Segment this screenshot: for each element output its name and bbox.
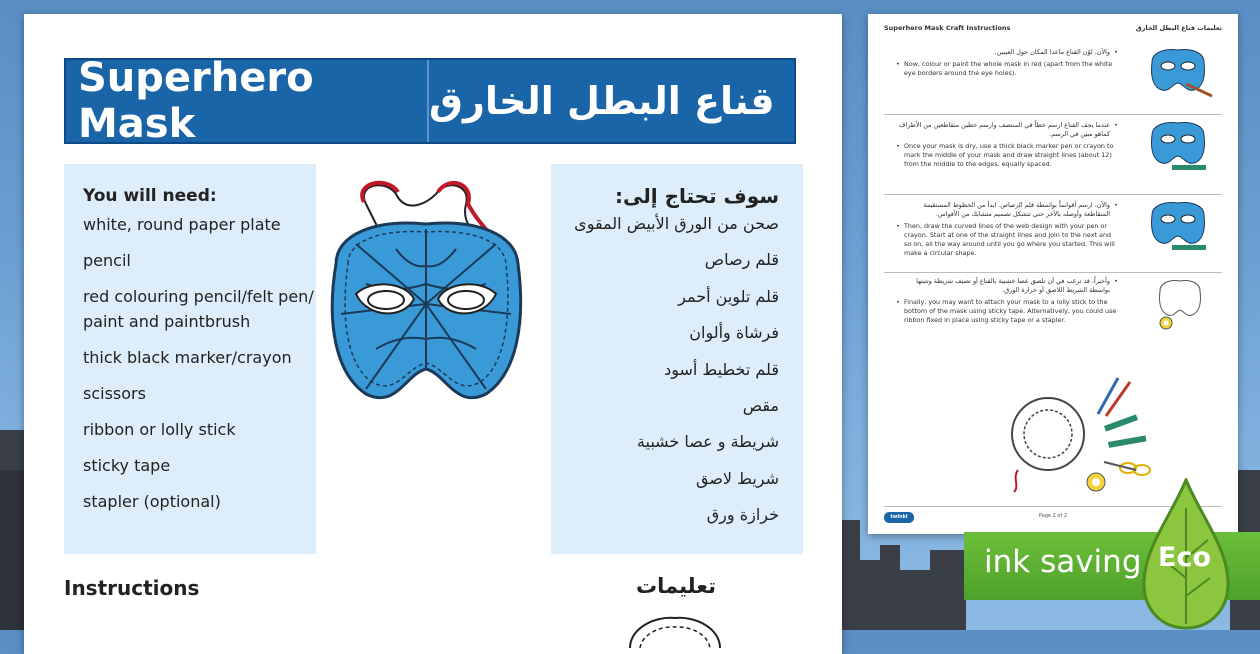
list-item: white, round paper plate (83, 215, 281, 234)
title-banner (64, 55, 796, 147)
mask-marker-icon (1146, 199, 1214, 253)
list-item: scissors (83, 384, 146, 403)
step-text-arabic: • والآن، لوّن القناع ماعدا المكان حول العينين. (896, 48, 1118, 57)
title-arabic: قناع البطل الخارق (429, 79, 775, 123)
mask-paintbrush-icon (1146, 44, 1214, 98)
page-number: Page 2 of 2 (1038, 513, 1068, 519)
list-item: صحن من الورق الأبيض المقوى (574, 214, 779, 233)
eco-label: Eco (1158, 542, 1211, 573)
list-item: stapler (optional) (83, 492, 221, 511)
instruction-step (884, 272, 1222, 362)
instructions-heading-english: Instructions (64, 576, 200, 600)
instruction-step (884, 194, 1222, 270)
document-page-main (24, 14, 842, 654)
mask-tape-icon (1146, 277, 1214, 331)
materials-box-english (64, 164, 316, 554)
step-text-arabic: • عندما يجف القناع ارسم خطاً في المنتصف وارسم خطين متقاطعين من الأطراف كماهو مبين في الرسم. (896, 121, 1118, 139)
craft-supplies-illustration (1008, 374, 1158, 494)
step-text-english: • Finally, you may want to attach your mask to a lolly stick to the bottom of the mask using sticky tape. Alternatively, you could use ribbon fixed in place using sticky tape or a stapler. (896, 298, 1118, 325)
instruction-step (884, 40, 1222, 110)
list-item: مقص (742, 395, 779, 415)
list-item: شريط لاصق (695, 468, 779, 488)
list-item: فرشاة وألوان (689, 323, 779, 343)
step-text-english: • Then, draw the curved lines of the web design with your pen or crayon. Start at one of the straight lines and join to the next and so on, all the way around until you go where you started. This will make a circular shape. (896, 222, 1118, 258)
instruction-step (884, 114, 1222, 192)
superhero-mask-illustration (296, 174, 556, 414)
step-text-arabic: • وأخيراً، قد ترغب في أن تلصق عصا خشبية بالقناع أو تصيف شريطة وتثبتها بواسطة الشريط اللاصق أو خرازة الورق. (896, 277, 1118, 295)
list-item: شريطة و عصا خشبية (636, 432, 779, 452)
preview-header (884, 24, 1222, 38)
ink-saving-label: ink saving (984, 544, 1142, 580)
materials-heading-arabic: سوف تحتاج إلى: (615, 184, 779, 208)
list-item: pencil (83, 251, 131, 270)
document-page-preview (868, 14, 1238, 534)
materials-box-arabic (551, 164, 803, 554)
mask-marker-icon (1146, 119, 1214, 173)
list-item: قلم رصاص (704, 250, 779, 270)
list-item: sticky tape (83, 456, 171, 475)
step-text-arabic: • والآن، ارسم أقواساً بواسطة قلم الرصاص. ابدأ من الخطوط المستقيمة المتقاطعة وأوصله بالآخر حتى تتشكل تصميم متشابك من الأقواس. (896, 201, 1118, 219)
mask-outline-icon (620, 608, 730, 648)
materials-list-arabic (551, 212, 779, 540)
materials-heading-english: You will need: (83, 186, 217, 206)
list-item: ribbon or lolly stick (83, 420, 236, 439)
list-item: خرازة ورق (706, 505, 779, 525)
brand-logo: twinkl (884, 512, 914, 523)
list-item: قلم تلوين أحمر (678, 286, 779, 306)
materials-list-english (83, 212, 316, 514)
preview-header-arabic: تعليمات قناع البطل الخارق (1135, 24, 1222, 32)
preview-header-english: Superhero Mask Craft Instructions (884, 24, 1011, 32)
title-english: Superhero Mask (66, 60, 429, 142)
list-item: thick black marker/crayon (83, 348, 292, 367)
list-item: red colouring pencil/felt pen/ paint and paintbrush (83, 287, 314, 331)
instructions-heading-arabic: تعليمات (636, 574, 716, 598)
step-text-english: • Once your mask is dry, use a thick black marker pen or crayon to mark the middle of your mask and draw straight lines (about 12) from the middle to the edges, equally spaced. (896, 142, 1118, 169)
list-item: قلم تخطيط أسود (664, 359, 779, 379)
step-text-english: • Now, colour or paint the whole mask in red (apart from the white eye borders around the eye holes). (896, 60, 1118, 78)
